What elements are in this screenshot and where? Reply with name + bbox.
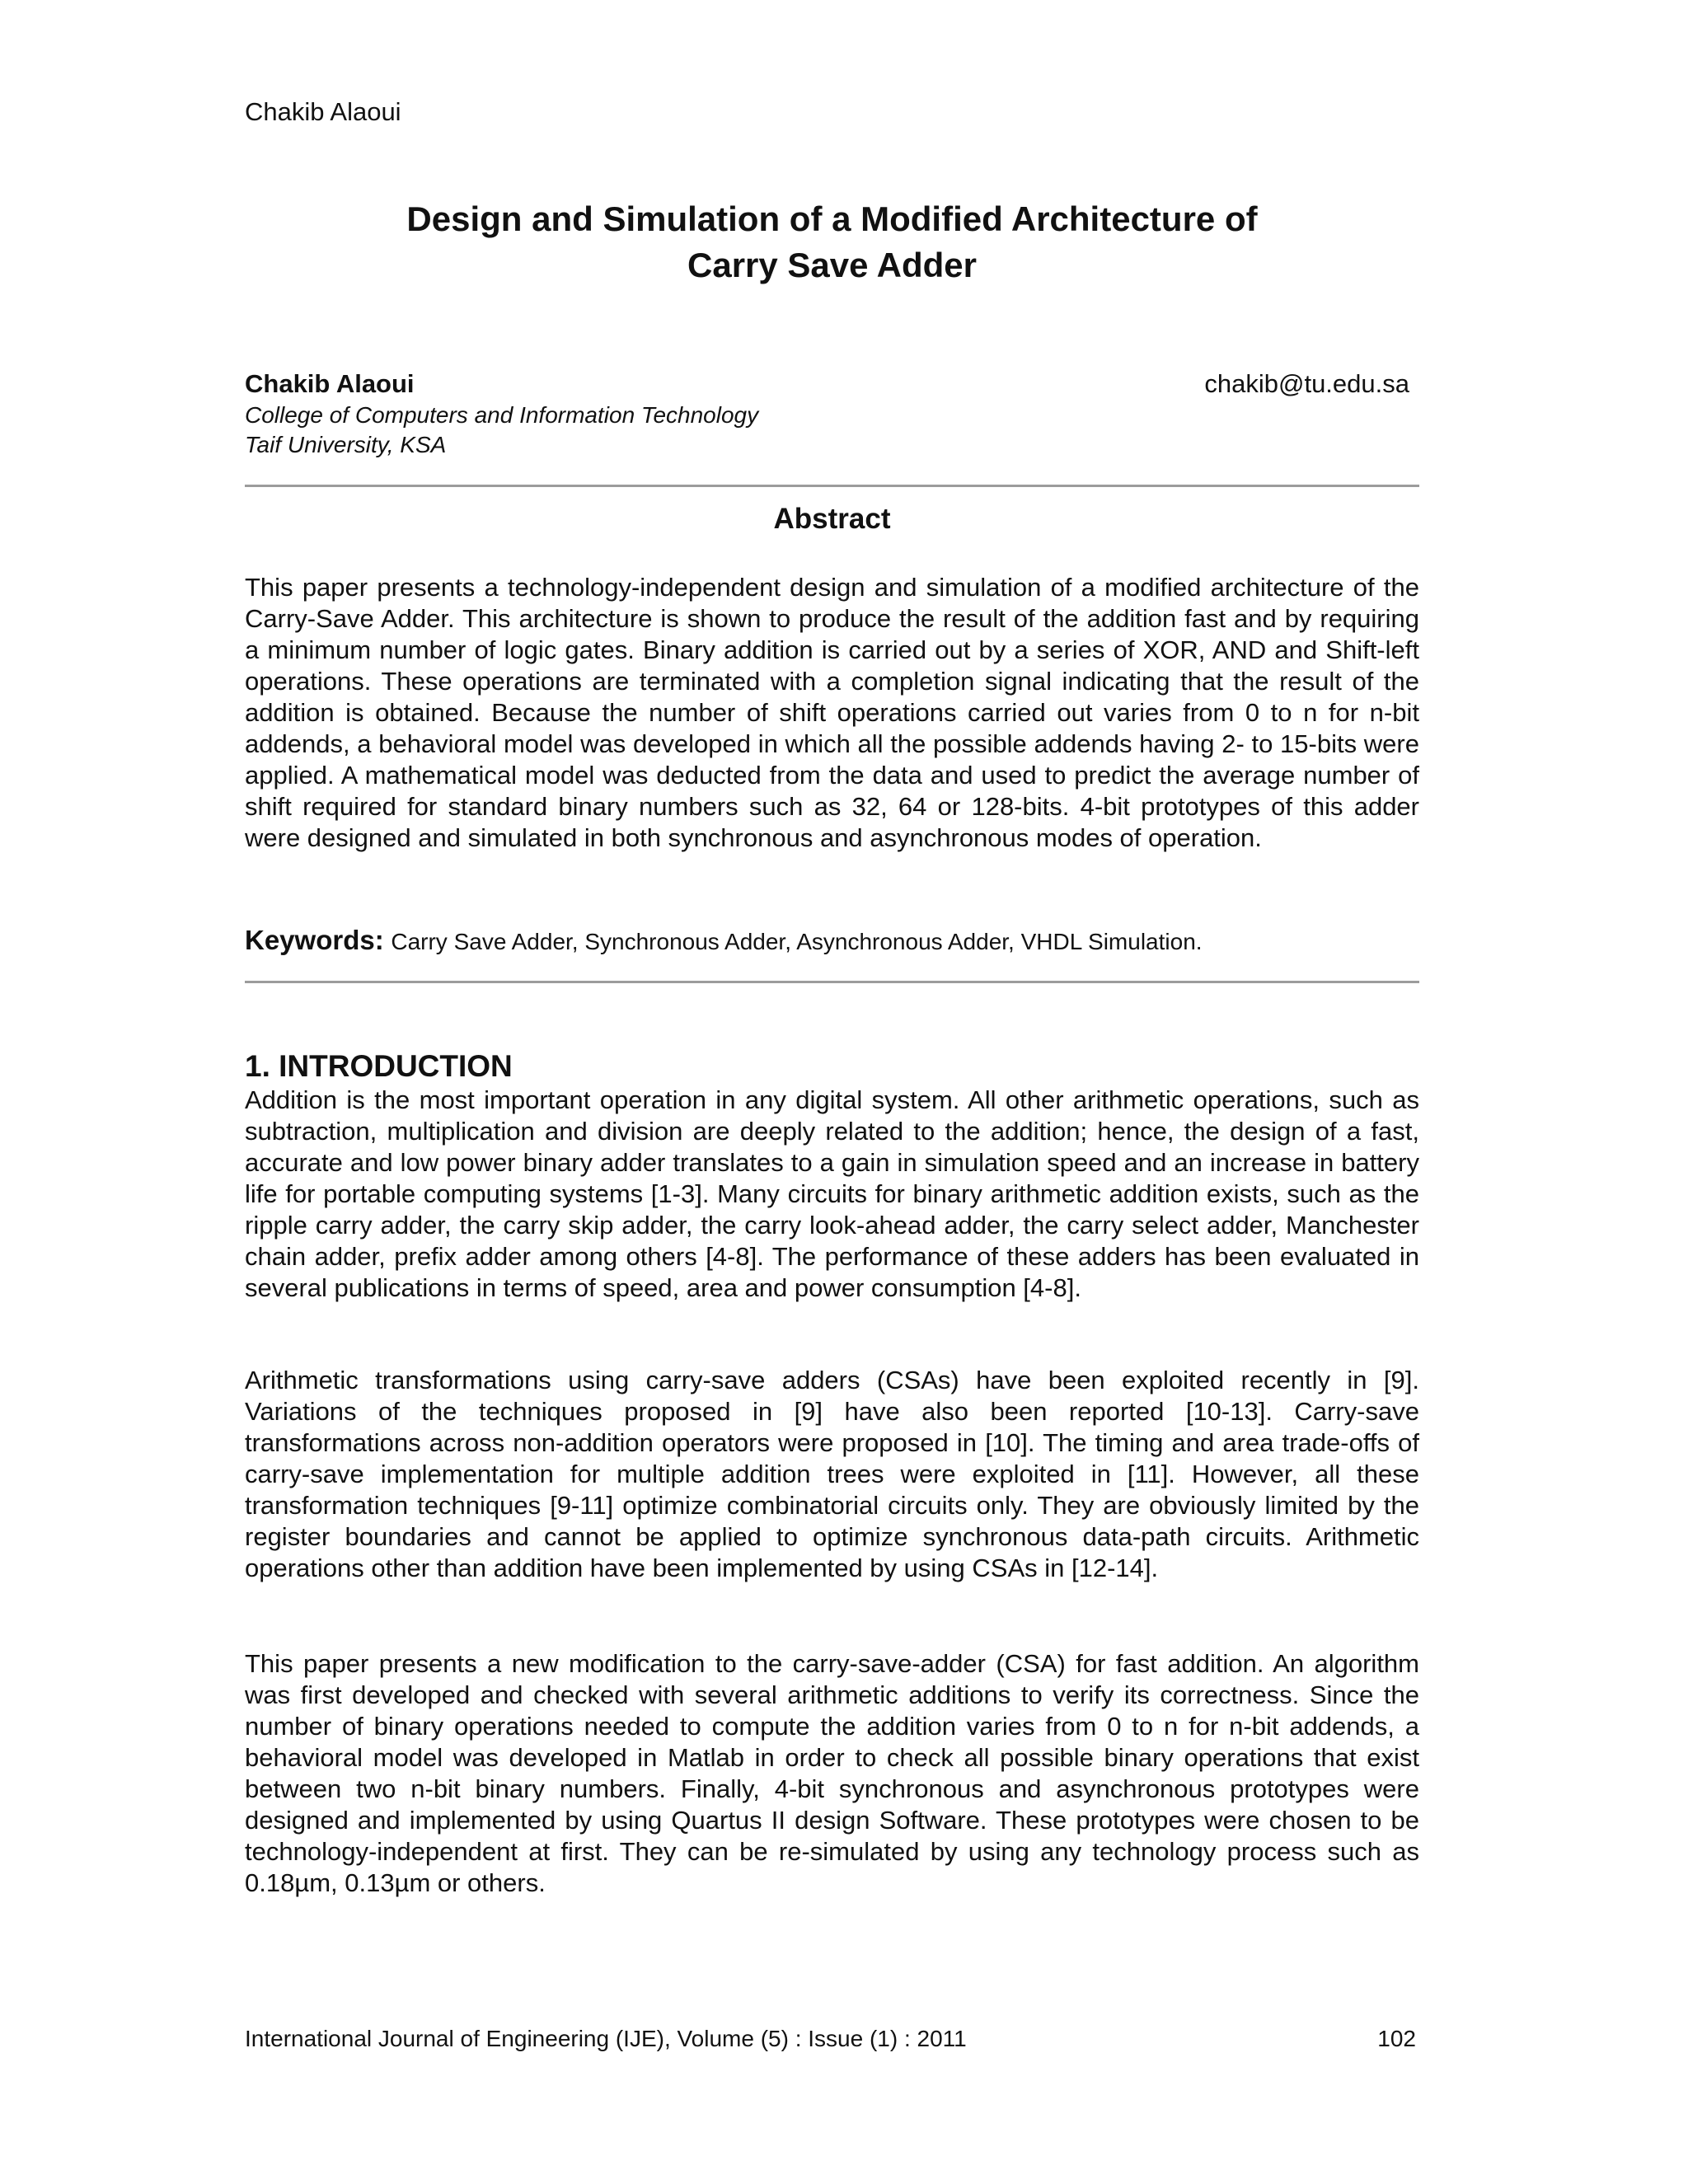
keywords-label: Keywords: (245, 925, 384, 955)
title-line-1: Design and Simulation of a Modified Architecture of (406, 199, 1258, 238)
intro-paragraph-3: This paper presents a new modification to the carry-save-adder (CSA) for fast addition. An algorithm was first developed and checked with several arithmetic additions to verify its correctness. Since the number of binary operations needed to compute the addition varies from 0 to n for n-bit addends, a behavioral model was developed in Matlab in order to check all possible binary operations that exist between two n-bit binary numbers. Finally, 4-bit synchronous and asynchronous prototypes were designed and implemented by using Quartus II design Software. These prototypes were chosen to be technology-independent at first. They can be re-simulated by using any technology process such as 0.18µm, 0.13µm or others. (245, 1649, 1419, 1897)
author-affiliation-university: Taif University, KSA (245, 432, 447, 457)
intro-paragraph-1: Addition is the most important operation in any digital system. All other arithmetic operations, such as subtraction, multiplication and division are deeply related to the addition; hence, the design of a fast, accurate and low power binary adder translates to a gain in simulation speed and an increase in battery life for portable computing systems [1-3]. Many circuits for binary arithmetic addition exists, such as the ripple carry adder, the carry skip adder, the carry look-ahead adder, the carry select adder, Manchester chain adder, prefix adder among others [4-8]. The performance of these adders has been evaluated in several publications in terms of speed, area and power consumption [4-8]. (245, 1085, 1419, 1302)
author-name: Chakib Alaoui (245, 369, 415, 398)
top-divider (245, 485, 1419, 487)
footer-page-number: 102 (1377, 2026, 1416, 2051)
title-line-2: Carry Save Adder (687, 246, 977, 284)
abstract-text: This paper presents a technology-independent design and simulation of a modified architecture of the Carry-Save Adder. This architecture is shown to produce the result of the addition fast and by requiring a minimum number of logic gates. Binary addition is carried out by a series of XOR, AND and Shift-left operations. These operations are terminated with a completion signal indicating that the result of the addition is obtained. Because the number of shift operations carried out varies from 0 to n for n-bit addends, a behavioral model was developed in which all the possible addends having 2- to 15-bits were applied. A mathematical model was deducted from the data and used to predict the average number of shift required for standard binary numbers such as 32, 64 or 128-bits. 4-bit prototypes of this adder were designed and simulated in both synchronous and asynchronous modes of operation. (245, 573, 1419, 852)
bottom-divider (245, 981, 1419, 983)
paper-title (245, 196, 1419, 288)
keywords-line (245, 925, 1419, 958)
author-affiliation-college: College of Computers and Information Technology (245, 402, 759, 428)
abstract-heading: Abstract (773, 503, 891, 535)
footer-journal: International Journal of Engineering (IJE), Volume (5) : Issue (1) : 2011 (245, 2026, 967, 2051)
intro-paragraph-2: Arithmetic transformations using carry-save adders (CSAs) have been exploited recently in [9]. Variations of the techniques proposed in [9] have also been reported [10-13]. Carry-save transformations across non-addition operators were proposed in [10]. The timing and area trade-offs of carry-save implementation for multiple addition trees were exploited in [11]. However, all these transformation techniques [9-11] optimize combinatorial circuits only. They are obviously limited by the register boundaries and cannot be applied to optimize synchronous data-path circuits. Arithmetic operations other than addition have been implemented by using CSAs in [12-14]. (245, 1366, 1419, 1582)
running-head: Chakib Alaoui (245, 97, 401, 126)
keywords-text: Carry Save Adder, Synchronous Adder, Asynchronous Adder, VHDL Simulation. (391, 929, 1203, 954)
introduction-heading: 1. INTRODUCTION (245, 1049, 513, 1083)
author-email: chakib@tu.edu.sa (1204, 369, 1409, 398)
